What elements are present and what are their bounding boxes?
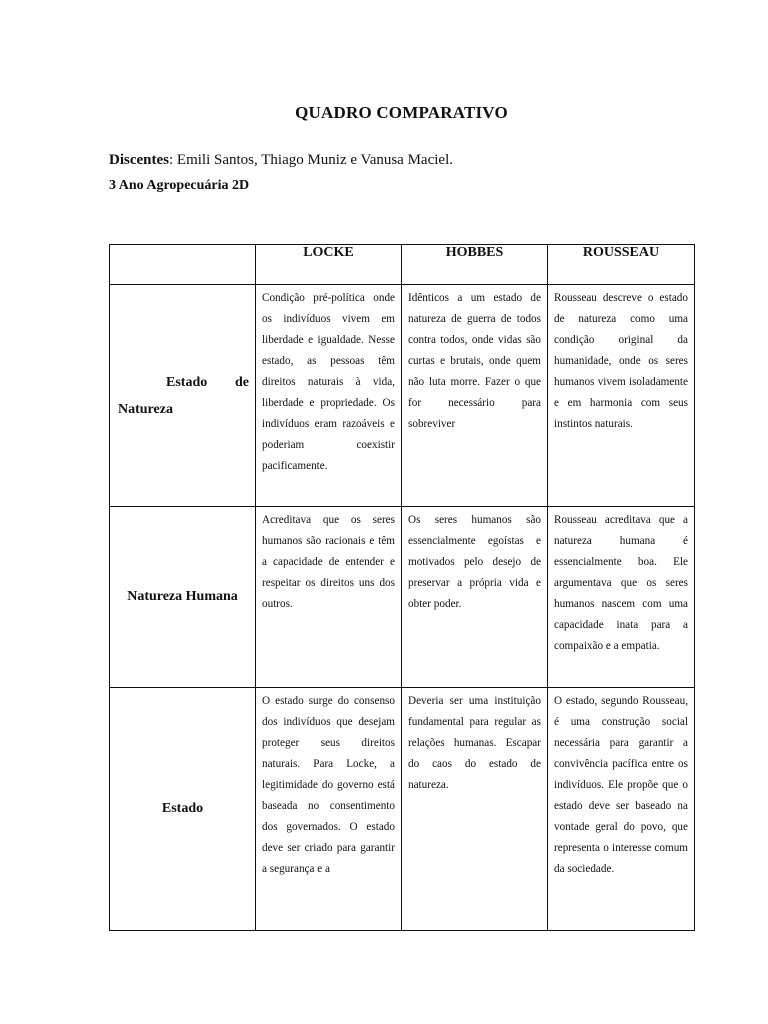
header-hobbes: HOBBES [402, 245, 548, 285]
cell-text: Idênticos a um estado de natureza de guerra de todos contra todos, onde vidas são curtas e brutais, onde quem não luta morre. Fazer o que for necessário para sobreviver [408, 292, 541, 430]
table-header-row [110, 245, 695, 285]
row-label: Estado [161, 801, 204, 816]
header-empty-cell [110, 245, 256, 285]
row-label-cell [110, 688, 256, 931]
cell-text: Acreditava que os seres humanos são racionais e têm a capacidade de entender e respeitar os direitos uns dos outros. [262, 514, 395, 610]
cell-hobbes [402, 285, 548, 507]
students-label: Discentes [109, 152, 169, 168]
cell-rousseau [548, 688, 695, 931]
students-line [109, 152, 453, 169]
table-row [110, 507, 695, 688]
comparison-table [109, 244, 695, 931]
cell-text: Rousseau acreditava que a natureza humana é essencialmente boa. Ele argumentava que os seres humanos nascem com uma capacidade inata para a compaixão e a empatia. [554, 514, 688, 652]
row-label: Natureza Humana [127, 589, 238, 604]
row-label-cell [110, 285, 256, 507]
page-title: QUADRO COMPARATIVO [295, 103, 508, 122]
table-row [110, 285, 695, 507]
cell-text: Deveria ser uma instituição fundamental para regular as relações humanas. Escapar do caos do estado de natureza. [408, 695, 541, 791]
header-locke: LOCKE [256, 245, 402, 285]
students-names: : Emili Santos, Thiago Muniz e Vanusa Maciel. [169, 152, 453, 168]
row-label: Estado de Natureza [118, 374, 249, 417]
cell-locke [256, 507, 402, 688]
cell-rousseau [548, 285, 695, 507]
cell-hobbes [402, 688, 548, 931]
cell-text: Condição pré-política onde os indivíduos vivem em liberdade e igualdade. Nesse estado, as pessoas têm direitos naturais à vida, liberdade e propriedade. Os indivíduos eram razoáveis e poderiam coexistir pacificamente. [262, 292, 395, 472]
cell-locke [256, 285, 402, 507]
cell-text: O estado, segundo Rousseau, é uma construção social necessária para garantir a convivência pacífica entre os indivíduos. Ele propõe que o estado deve ser baseado na vontade geral do povo, que representa o interesse comum da sociedade. [554, 695, 688, 875]
cell-rousseau [548, 507, 695, 688]
cell-text: O estado surge do consenso dos indivíduos que desejam proteger seus direitos naturais. Para Locke, a legitimidade do governo está baseada no consentimento dos governados. O estado deve ser criado para garantir a segurança e a [262, 695, 395, 875]
cell-locke [256, 688, 402, 931]
cell-text: Os seres humanos são essencialmente egoístas e motivados pelo desejo de preservar a própria vida e obter poder. [408, 514, 541, 610]
cell-text: Rousseau descreve o estado de natureza como uma condição original da humanidade, onde os seres humanos vivem isoladamente e em harmonia com seus instintos naturais. [554, 292, 688, 430]
class-line: 3 Ano Agropecuária 2D [109, 178, 250, 193]
cell-hobbes [402, 507, 548, 688]
row-label-cell [110, 507, 256, 688]
header-rousseau: ROUSSEAU [548, 245, 695, 285]
table-row [110, 688, 695, 931]
